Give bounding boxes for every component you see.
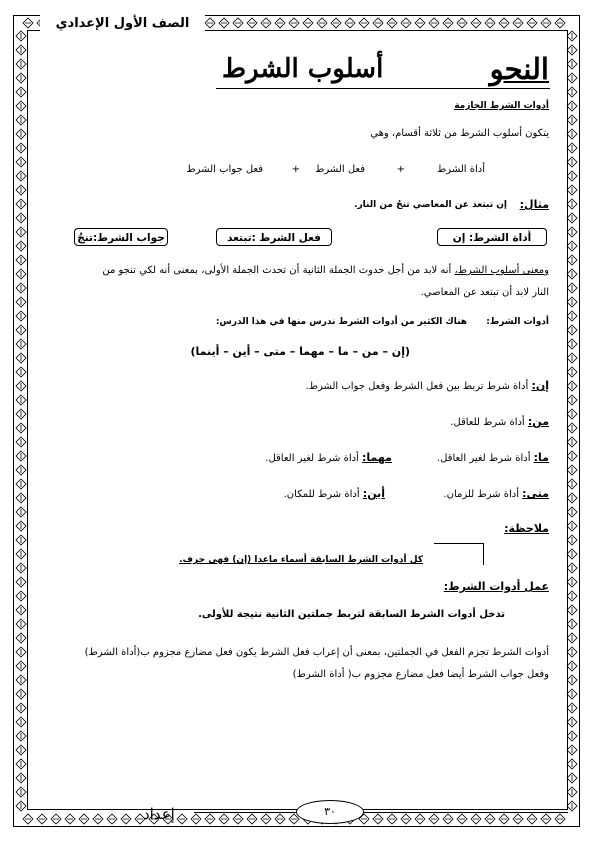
part-verb: فعل الشرط: [315, 164, 365, 175]
def-ayna-term: أين:: [362, 487, 385, 500]
meaning-line-2: النار لابد أن تبتعد عن المعاصي.: [420, 287, 549, 298]
def-ayna: [284, 487, 385, 500]
page-number: ٣٠: [296, 800, 364, 824]
note-label: ملاحظة:: [504, 522, 549, 535]
example-sentence: إن تبتعد عن المعاصي تنجُ من النار.: [354, 200, 507, 210]
grade-label: الصف الأول الإعدادي: [40, 13, 205, 35]
def-ma: [437, 451, 549, 464]
lesson-title: أسلوب الشرط: [222, 54, 384, 84]
def-mahma: [265, 451, 392, 464]
part-plus-1: +: [396, 164, 405, 175]
def-mata: [443, 487, 549, 500]
def-ma-text: أداة شرط لغير العاقل.: [436, 453, 534, 464]
note-text: كل أدوات الشرط السابقة أسماء ماعدا (إن) فهى حرف.: [179, 555, 423, 565]
meaning-text-1: أنه لابد من أجل حدوث الجملة الثانية أن تحدث الجملة الأولى، بمعنى أنه لكي تنجو من: [102, 265, 455, 276]
title-underline: [216, 88, 550, 89]
box-condition-answer: جواب الشرط:تنجُ: [74, 228, 168, 246]
work-statement: تدخل أدوات الشرط السابقة لتربط جملتين الثانية نتيجة للأولى.: [198, 609, 505, 620]
subject-title: النحو: [489, 52, 549, 86]
def-mahma-text: أداة شرط لغير العاقل.: [265, 453, 363, 464]
def-ma-term: ما:: [533, 451, 549, 464]
work-line-1: أدوات الشرط تجزم الفعل في الجملتين، بمعنى أن إعراب فعل الشرط يكون فعل مضارع مجزوم ب(أداة الشرط): [84, 647, 549, 658]
def-man-text: أداة شرط للعاقل.: [450, 417, 528, 428]
tools-note: هناك الكثير من أدوات الشرط ندرس منها في هذا الدرس:: [215, 317, 467, 327]
prepared-by: إعداد: [143, 805, 175, 823]
part-tool: أداة الشرط: [437, 164, 485, 175]
work-line-2: وفعل جواب الشرط أيضا فعل مضارع مجزوم ب( أداة الشرط): [292, 669, 549, 680]
part-answer: فعل جواب الشرط: [186, 164, 263, 175]
example-label: مثال:: [519, 198, 549, 211]
section-heading-tools: أدوات الشرط الجازمة: [454, 101, 549, 111]
def-mahma-term: مهما:: [362, 451, 392, 464]
def-mata-term: متى:: [522, 487, 549, 500]
def-in-text: أداة شرط تربط بين فعل الشرط وفعل جواب الشرط.: [305, 381, 532, 392]
footer-rule: [194, 812, 568, 813]
arrow-vertical: [483, 543, 484, 565]
tools-label: أدوات الشرط:: [486, 317, 549, 327]
def-man-term: من:: [527, 415, 549, 428]
intro-text: يتكون أسلوب الشرط من ثلاثة أقسام، وهي: [370, 128, 549, 139]
box-condition-tool: أداة الشرط: إن: [437, 228, 547, 246]
arrow-horizontal: [434, 543, 484, 544]
def-in: [306, 379, 549, 392]
def-in-term: إن:: [531, 379, 549, 392]
def-mata-text: أداة شرط للزمان.: [443, 489, 523, 500]
meaning-lead: ومعنى أسلوب الشرط،: [454, 265, 549, 276]
part-plus-2: +: [291, 164, 300, 175]
def-ayna-text: أداة شرط للمكان.: [283, 489, 363, 500]
tools-list: (إن – من – ما – مهما – متى – أين – أينما): [190, 345, 410, 358]
def-man: [450, 415, 549, 428]
work-heading: عمل أدوات الشرط:: [443, 580, 549, 593]
meaning-line-1: [102, 265, 549, 276]
box-condition-verb: فعل الشرط :تبتعد: [216, 228, 332, 246]
